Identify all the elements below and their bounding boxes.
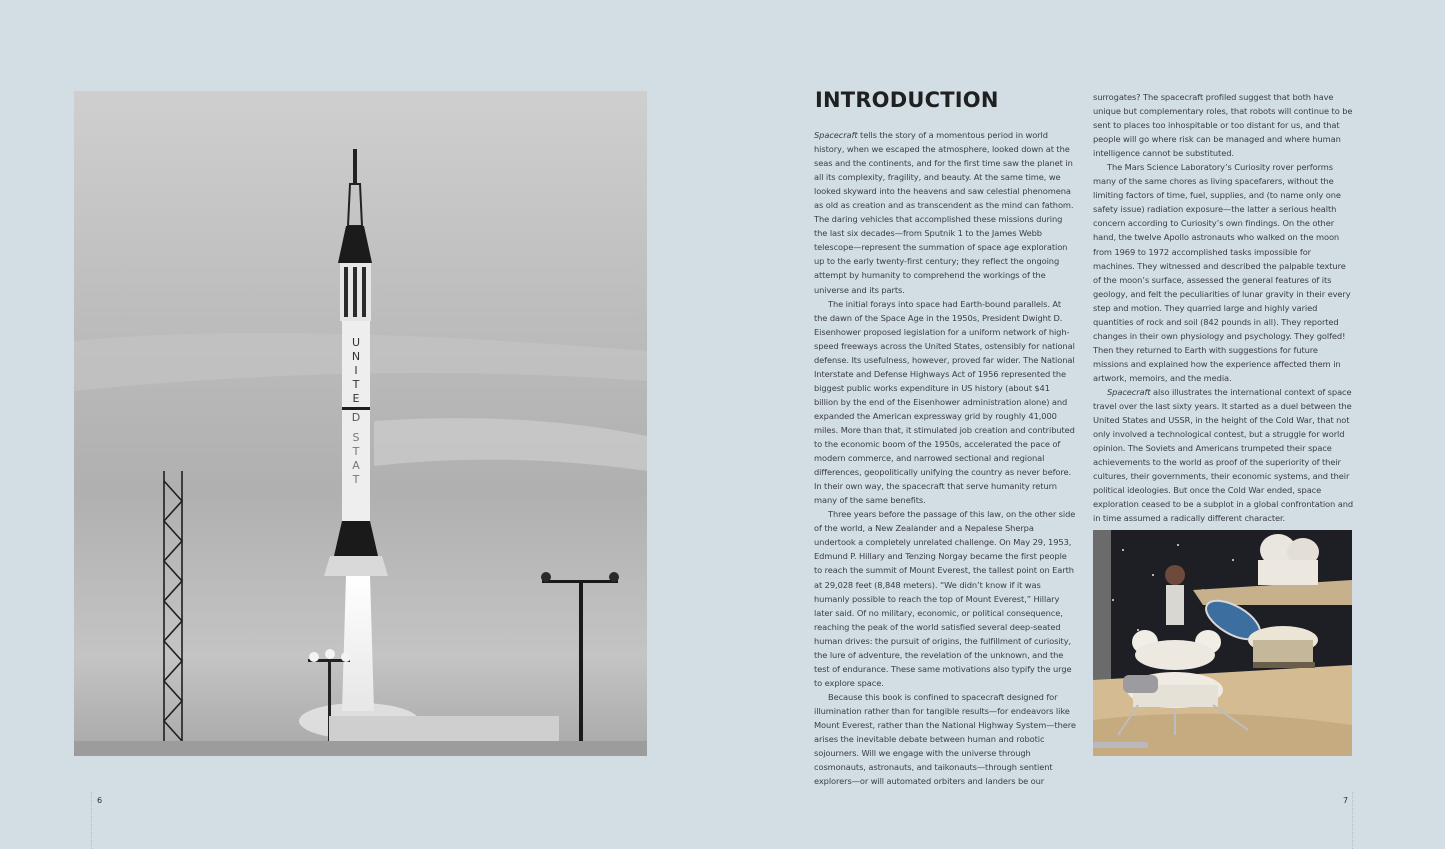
svg-text:A: A	[352, 459, 360, 472]
page-number-left: 6	[97, 796, 103, 805]
paragraph: The initial forays into space had Earth-bound parallels. At the dawn of the Space Age in the 1950s, President Dwight D. Eisenhower proposed legislation for a uniform network of high-speed freeways across the United States, ostensibly for national defense. Its usefulness, however, proved far wider. The National Interstate and Defense Highways Act of 1956 represented the biggest public works expenditure in US history (about $41 billion by the end of the Eisenhower administration alone) and expanded the American expressway grid by roughly 41,000 miles. More than that, it stimulated job creation and contributed to the economic boom of the 1950s, accelerated the pace of modern commerce, and narrowed sectional and regional differences, geopolitically unifying the country as never before. In their own way, the spacecraft that serve humanity return many of the same benefits.	[814, 298, 1075, 506]
paragraph: Spacecraft tells the story of a momentous period in world history, when we escaped the atmosphere, looked down at the seas and the continents, and for the first time saw the planet in all its complexity, fragility, and beauty. At the same time, we looked skyward into the heavens and saw celestial phenomena as old as creation and as transcendent as the mind can fathom. The daring vehicles that accomplished these missions during the last six decades—from Sputnik 1 to the James Webb telescope—represent the summation of space age exploration up to the early twenty-first century; they reflect the ongoing attempt by humanity to comprehend the workings of the universe and its parts.	[814, 130, 1074, 295]
rocket-launch-photo	[74, 91, 647, 756]
svg-text:I: I	[354, 364, 358, 377]
svg-text:N: N	[351, 350, 361, 363]
page-number-right: 7	[1343, 796, 1349, 805]
margin-guide-left	[91, 792, 92, 849]
lunar-lander-illustration	[1093, 530, 1352, 756]
paragraph: Spacecraft also illustrates the international context of space travel over the last sixty years. It started as a duel between the United States and USSR, in the height of the Cold War, that not only involved a technological contest, but a struggle for world opinion. The Soviets and Americans trumpeted their space achievements to the world as proof of the superiority of their cultures, their governments, their economic systems, and their political ideologies. But once the Cold War ended, space exploration ceased to be a subplot in a global confrontation and in time assumed a radically different character.	[1093, 386, 1354, 524]
rocket-launch-illustration	[74, 91, 647, 756]
page-title: INTRODUCTION	[815, 88, 999, 112]
svg-text:T: T	[352, 473, 360, 486]
paragraph: The Mars Science Laboratory’s Curiosity rover performs many of the same chores as living spacefarers, without the limiting factors of time, fuel, supplies, and (to name only one safety issue) radiation exposure—the latter a serious health concern according to Curiosity’s own findings. On the other hand, the twelve Apollo astronauts who walked on the moon from 1969 to 1972 accomplished tasks impossible for machines. They witnessed and described the palpable texture of the moon’s surface, assessed the general features of its geology, and felt the peculiarities of lunar gravity in their every step and motion. They quarried large and highly varied quantities of rock and soil (842 pounds in all). They reported changes in their own physiology and psychology. They golfed! Then they returned to Earth with suggestions for future missions and explained how the experience affected them in artwork, memoirs, and the media.	[1093, 162, 1351, 383]
paragraph-continued: surrogates? The spacecraft profiled suggest that both have unique but complementary roles, that robots will continue to be sent to places too inhospitable or too distant for us, and that people will go where risk can be managed and where human intelligence cannot be substituted.	[1093, 92, 1353, 159]
paragraph: Three years before the passage of this law, on the other side of the world, a New Zealander and a Nepalese Sherpa undertook a completely unrelated challenge. On May 29, 1953, Edmund P. Hillary and Tenzing Norgay became the first people to reach the summit of Mount Everest, the tallest point on Earth at 29,028 feet (8,848 meters). “We didn’t know if it was humanly possible to reach the top of Mount Everest,” Hillary later said. Of no military, economic, or political consequence, reaching the peak of the world satisfied several deep-seated human drives: the pursuit of origins, the fulfillment of curiosity, the lure of adventure, the revelation of the unknown, and the test of endurance. These same motivations also typify the urge to explore space.	[814, 509, 1076, 688]
svg-text:U: U	[351, 336, 361, 349]
svg-text:T: T	[352, 378, 360, 391]
text-column-2	[1093, 90, 1355, 525]
svg-text:E: E	[352, 392, 360, 405]
paragraph: Because this book is confined to spacecraft designed for illumination rather than for tangible results—for endeavors like Mount Everest, rather than the National Highway System—there arises the inevitable debate between human and robotic sojourners. Will we engage with the universe through cosmonauts, astronauts, and taikonauts—through sentient explorers—or will automated orbiters and landers be our	[814, 691, 1076, 787]
italic-book-title: Spacecraft	[814, 130, 858, 140]
italic-book-title: Spacecraft	[1107, 386, 1151, 397]
text-column-1	[814, 128, 1076, 788]
margin-guide-right	[1352, 792, 1353, 849]
svg-text:S: S	[352, 431, 360, 444]
svg-text:T: T	[352, 445, 360, 458]
svg-text:D: D	[351, 411, 361, 424]
lunar-lander-models-photo	[1093, 530, 1352, 756]
